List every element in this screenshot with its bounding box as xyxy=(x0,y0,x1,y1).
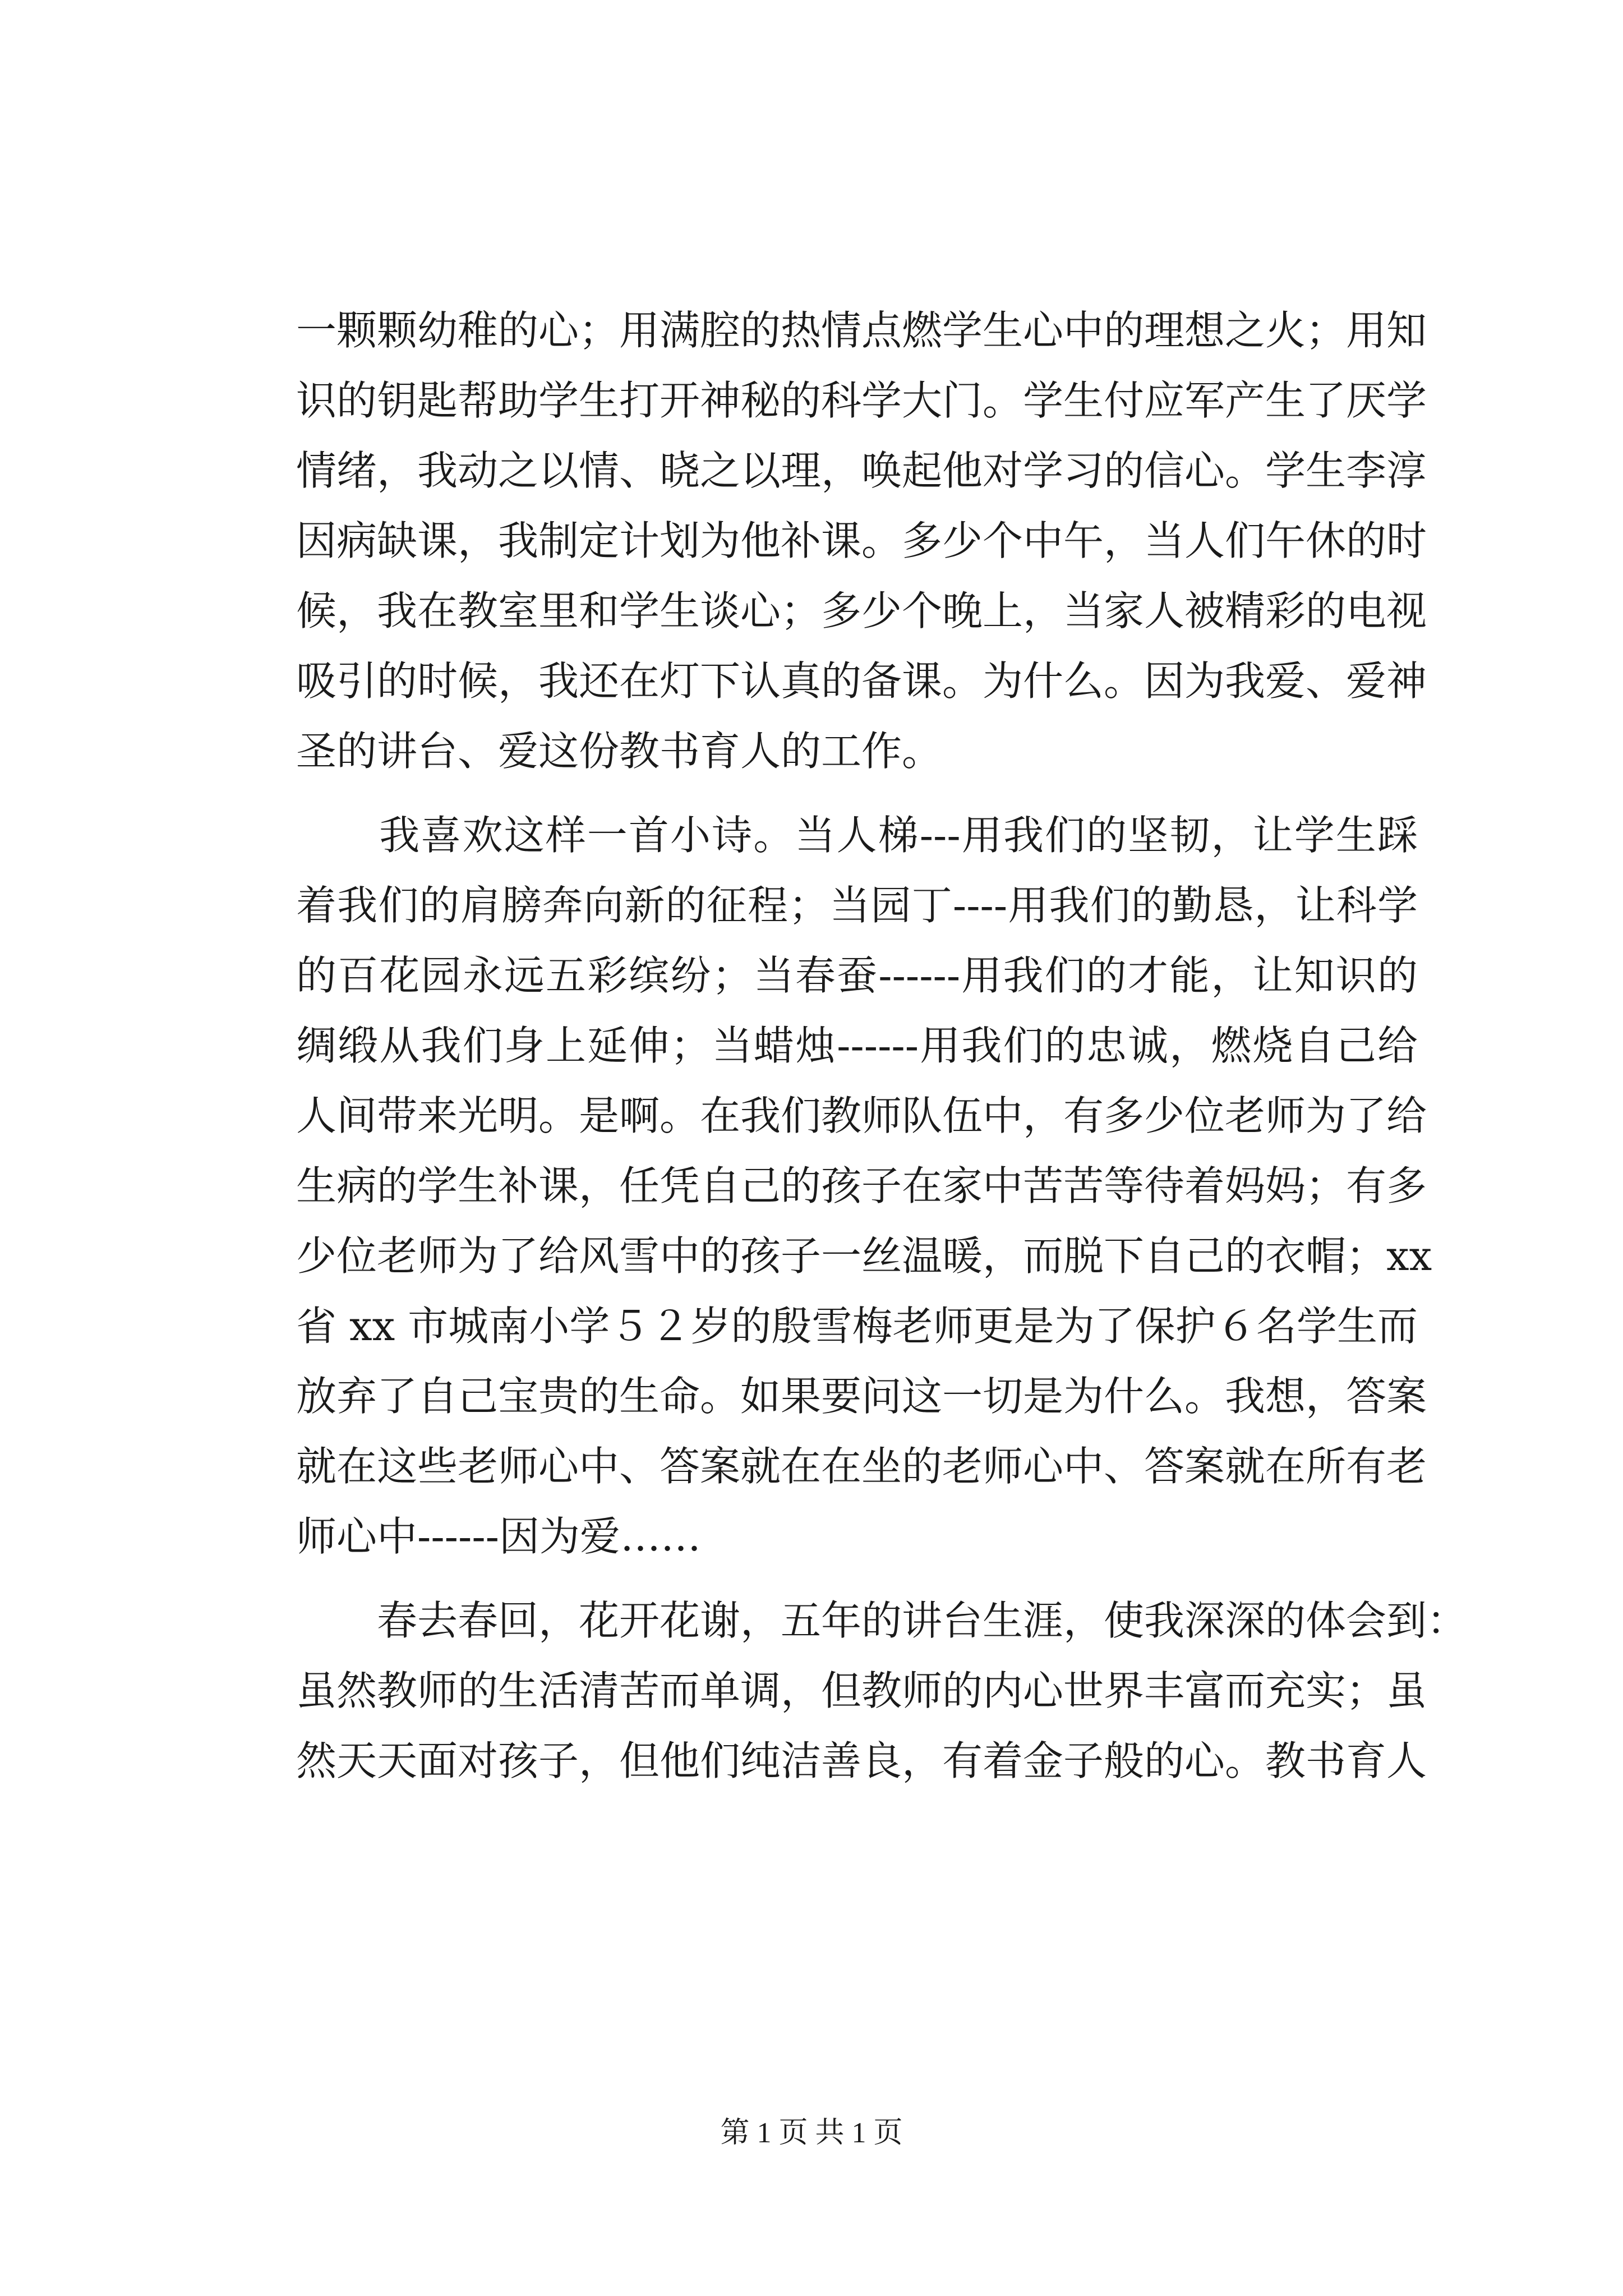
text-line: 吸引的时候，我还在灯下认真的备课。为什么。因为我爱、爱神 xyxy=(296,657,1427,705)
document-body xyxy=(296,296,1468,1796)
paragraph-2 xyxy=(296,800,1432,1572)
text-line: 候，我在教室里和学生谈心；多少个晚上，当家人被精彩的电视 xyxy=(296,587,1427,634)
page-number-label: 第 1 页 共 1 页 xyxy=(720,2117,903,2149)
text-line: 虽然教师的生活清苦而单调，但教师的内心世界丰富而充实；虽 xyxy=(296,1667,1427,1714)
text-line: 然天天面对孩子，但他们纯洁善良，有着金子般的心。教书育人 xyxy=(296,1737,1427,1784)
text-line: 的百花园永远五彩缤纷；当春蚕------用我们的才能，让知识的 xyxy=(296,952,1418,999)
text-line: 我喜欢这样一首小诗。当人梯---用我们的坚韧，让学生踩 xyxy=(296,812,1418,859)
text-line: 师心中------因为爱…… xyxy=(296,1513,701,1560)
text-line: 情绪，我动之以情、晓之以理，唤起他对学习的信心。学生李淳 xyxy=(296,447,1427,494)
text-line: 着我们的肩膀奔向新的征程；当园丁----用我们的勤恳，让科学 xyxy=(296,882,1418,929)
page-footer xyxy=(0,2114,1623,2153)
paragraph-1 xyxy=(296,296,1427,786)
text-line: 一颗颗幼稚的心；用满腔的热情点燃学生心中的理想之火；用知 xyxy=(296,307,1427,354)
text-line: 识的钥匙帮助学生打开神秘的科学大门。学生付应军产生了厌学 xyxy=(296,377,1427,424)
text-line: 生病的学生补课，任凭自己的孩子在家中苦苦等待着妈妈；有多 xyxy=(296,1162,1427,1209)
text-line: 少位老师为了给风雪中的孩子一丝温暖，而脱下自己的衣帽；xx xyxy=(296,1232,1432,1280)
text-line: 因病缺课，我制定计划为他补课。多少个中午，当人们午休的时 xyxy=(296,517,1427,564)
paragraph-spacer xyxy=(296,1572,1418,1586)
text-line: 放弃了自己宝贵的生命。如果要问这一切是为什么。我想，答案 xyxy=(296,1373,1427,1420)
text-line: 省 xx 市城南小学５２岁的殷雪梅老师更是为了保护６名学生而 xyxy=(296,1303,1418,1350)
text-line: 就在这些老师心中、答案就在在坐的老师心中、答案就在所有老 xyxy=(296,1443,1427,1490)
paragraph-3 xyxy=(296,1586,1468,1796)
text-line: 绸缎从我们身上延伸；当蜡烛------用我们的忠诚，燃烧自己给 xyxy=(296,1022,1418,1069)
text-line: 春去春回，花开花谢，五年的讲台生涯，使我深深的体会到： xyxy=(296,1597,1468,1644)
paragraph-spacer xyxy=(296,786,1418,800)
text-line: 圣的讲台、爱这份教书育人的工作。 xyxy=(296,728,943,775)
text-line: 人间带来光明。是啊。在我们教师队伍中，有多少位老师为了给 xyxy=(296,1092,1427,1139)
